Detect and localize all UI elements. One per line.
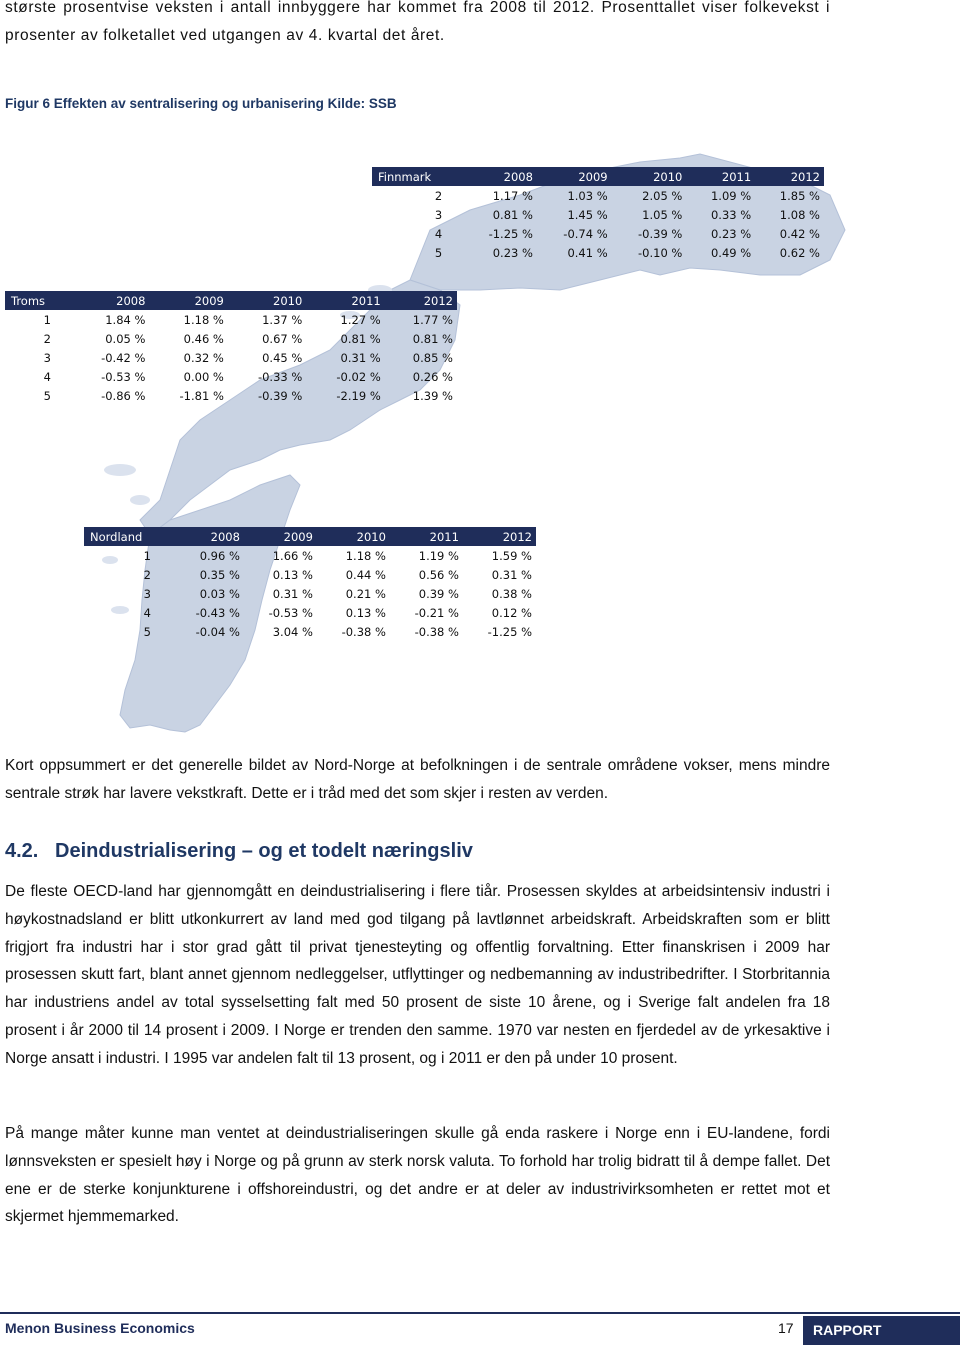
table-header-year: 2008 xyxy=(171,527,244,546)
table-cell: -0.38 % xyxy=(414,624,459,639)
finnmark-table xyxy=(372,167,824,262)
table-header-year: 2012 xyxy=(385,291,457,310)
table-header-year: 2010 xyxy=(612,167,687,186)
table-cell: 0.42 % xyxy=(779,226,820,241)
table-row xyxy=(84,584,536,603)
table-cell: -1.25 % xyxy=(487,624,532,639)
table-row xyxy=(372,186,824,205)
row-label: 4 xyxy=(143,605,151,620)
row-label: 2 xyxy=(143,567,151,582)
row-label: 5 xyxy=(434,245,443,260)
table-row xyxy=(5,348,457,367)
table-header-year: 2010 xyxy=(317,527,390,546)
table-cell: 1.39 % xyxy=(412,388,453,403)
table-cell: -0.43 % xyxy=(195,605,240,620)
row-label: 2 xyxy=(43,331,51,346)
table-header-year: 2011 xyxy=(390,527,463,546)
row-label: 5 xyxy=(43,388,51,403)
table-header-year: 2009 xyxy=(149,291,227,310)
table-cell: -0.42 % xyxy=(101,350,146,365)
row-label: 1 xyxy=(143,548,151,563)
troms-table xyxy=(5,291,457,405)
table-cell: 0.35 % xyxy=(199,567,240,582)
table-cell: -0.39 % xyxy=(257,388,303,403)
table-cell: -0.38 % xyxy=(341,624,386,639)
table-cell: 1.59 % xyxy=(491,548,532,563)
table-row xyxy=(5,310,457,329)
table-row xyxy=(372,243,824,262)
row-label: 1 xyxy=(43,312,51,327)
page-number: 17 xyxy=(778,1320,794,1336)
table-row xyxy=(84,622,536,641)
table-cell: -0.53 % xyxy=(101,369,146,384)
table-header-year: 2012 xyxy=(463,527,536,546)
table-row xyxy=(84,565,536,584)
table-row xyxy=(84,546,536,565)
table-cell: -0.21 % xyxy=(414,605,459,620)
table-cell: 1.03 % xyxy=(567,188,608,203)
table-cell: 1.27 % xyxy=(340,312,381,327)
table-cell: 0.39 % xyxy=(418,586,459,601)
table-cell: 0.31 % xyxy=(272,586,313,601)
table-cell: 0.33 % xyxy=(710,207,752,222)
table-cell: 0.81 % xyxy=(340,331,381,346)
table-cell: 0.45 % xyxy=(262,350,303,365)
table-cell: 1.18 % xyxy=(345,548,386,563)
table-cell: 2.05 % xyxy=(642,188,683,203)
table-cell: 0.23 % xyxy=(710,226,752,241)
table-cell: -0.33 % xyxy=(257,369,303,384)
nordland-table xyxy=(84,527,536,641)
row-label: 4 xyxy=(43,369,51,384)
table-row xyxy=(372,224,824,243)
table-header-year: 2011 xyxy=(686,167,755,186)
table-header-year: 2008 xyxy=(71,291,149,310)
table-cell: 0.49 % xyxy=(710,245,752,260)
table-header-region: Troms xyxy=(5,291,71,310)
table-cell: 1.19 % xyxy=(418,548,459,563)
table-cell: 0.31 % xyxy=(491,567,532,582)
table-cell: 1.18 % xyxy=(183,312,224,327)
table-header-year: 2011 xyxy=(306,291,384,310)
table-cell: -0.86 % xyxy=(101,388,146,403)
section-heading xyxy=(5,840,473,863)
table-cell: 0.62 % xyxy=(779,245,820,260)
table-row xyxy=(372,205,824,224)
table-cell: 0.13 % xyxy=(345,605,386,620)
row-label: 3 xyxy=(43,350,51,365)
intro-paragraph: største prosentvise veksten i antall innbyggere har kommet fra 2008 til 2012. Prosenttallet viser folkevekst i prosenter av folketallet ved utgangen av 4. kvartal det året. xyxy=(5,0,830,44)
table-row xyxy=(5,329,457,348)
table-row xyxy=(84,603,536,622)
report-badge: RAPPORT xyxy=(803,1316,960,1345)
table-row xyxy=(5,367,457,386)
table-cell: 0.56 % xyxy=(418,567,459,582)
table-row xyxy=(5,386,457,405)
footer-company: Menon Business Economics xyxy=(5,1320,195,1336)
table-cell: 0.81 % xyxy=(412,331,453,346)
table-cell: -0.02 % xyxy=(336,369,381,384)
row-label: 2 xyxy=(434,188,443,203)
table-cell: 3.04 % xyxy=(272,624,313,639)
row-label: 3 xyxy=(143,586,151,601)
table-cell: 0.23 % xyxy=(492,245,533,260)
section-number: 4.2. xyxy=(5,840,39,862)
table-cell: 0.05 % xyxy=(105,331,146,346)
table-cell: 1.08 % xyxy=(779,207,820,222)
body-paragraph-2: På mange måter kunne man ventet at deindustrialiseringen skulle gå enda raskere i Norge enn i EU-landene, fordi lønnsveksten er spesielt høy i Norge og på grunn av sterk norsk valuta. To forhold har trolig bidratt til å dempe fallet. Det ene er de sterke konjunkturene i offshoreindustri, og det andre er at deler av industrivirksomheten er rettet mot et skjermet hjemmemarked. xyxy=(5,1125,830,1226)
table-cell: 1.05 % xyxy=(642,207,683,222)
table-cell: 0.32 % xyxy=(183,350,224,365)
row-label: 5 xyxy=(143,624,151,639)
summary-paragraph: Kort oppsummert er det generelle bildet av Nord-Norge at befolkningen i de sentrale områdene vokser, mens mindre sentrale strøk har lavere vekstkraft. Dette er i tråd med det som skjer i resten av verden. xyxy=(5,757,830,802)
table-header-year: 2012 xyxy=(755,167,824,186)
table-cell: -1.81 % xyxy=(179,388,224,403)
table-cell: 0.26 % xyxy=(412,369,453,384)
table-cell: 0.21 % xyxy=(345,586,386,601)
table-cell: 0.44 % xyxy=(345,567,386,582)
row-label: 4 xyxy=(434,226,443,241)
table-cell: 0.31 % xyxy=(340,350,381,365)
body-paragraph-1: De fleste OECD-land har gjennomgått en deindustrialisering i flere tiår. Prosessen skyldes at arbeidsintensiv industri i høykostnadsland er blitt utkonkurrert av land med god tilgang på lavtlønnet arbeidskraft. Arbeidskraften som er blitt frigjort fra industri har i stor grad gått til privat tjenesteyting og offentlig forvaltning. Etter finanskrisen i 2009 har prosessen skutt fart, blant annet gjennom nedleggelser, utflyttinger og nedbemanning av industribedrifter. I Storbritannia har industriens andel av total sysselsetting falt med 50 prosent de siste 10 årene, og i Sverige falt andelen fra 18 prosent i år 2000 til 14 prosent i 2009. I Norge er trenden den samme. 1970 var nesten en fjerdedel av de yrkesaktive i Norge ansatt i industri. I 1995 var andelen falt til 13 prosent, og i 2011 er den på under 10 prosent. xyxy=(5,883,830,1067)
table-cell: -1.25 % xyxy=(488,226,533,241)
row-label: 3 xyxy=(434,207,443,222)
table-cell: 0.81 % xyxy=(492,207,533,222)
figure-caption: Figur 6 Effekten av sentralisering og urbanisering Kilde: SSB xyxy=(5,96,397,111)
table-cell: 0.03 % xyxy=(199,586,240,601)
table-cell: 1.45 % xyxy=(567,207,608,222)
table-cell: 0.96 % xyxy=(199,548,240,563)
table-cell: -0.04 % xyxy=(195,624,240,639)
footer-divider xyxy=(0,1312,960,1314)
section-title: Deindustrialisering – og et todelt næringsliv xyxy=(55,840,473,862)
table-header-year: 2010 xyxy=(228,291,306,310)
table-cell: 1.37 % xyxy=(262,312,303,327)
table-cell: 0.85 % xyxy=(412,350,453,365)
table-cell: 1.84 % xyxy=(105,312,146,327)
table-cell: 0.13 % xyxy=(272,567,313,582)
table-cell: 0.38 % xyxy=(491,586,532,601)
table-cell: 1.85 % xyxy=(779,188,820,203)
table-cell: -0.74 % xyxy=(563,226,608,241)
table-cell: 1.66 % xyxy=(272,548,313,563)
table-header-region: Finnmark xyxy=(372,167,462,186)
table-header-year: 2009 xyxy=(537,167,612,186)
table-cell: -0.10 % xyxy=(638,245,683,260)
table-cell: 0.67 % xyxy=(262,331,303,346)
table-cell: 0.00 % xyxy=(183,369,224,384)
table-header-year: 2008 xyxy=(462,167,537,186)
table-cell: 0.46 % xyxy=(183,331,224,346)
table-cell: -2.19 % xyxy=(336,388,381,403)
table-cell: -0.39 % xyxy=(638,226,683,241)
table-cell: 1.77 % xyxy=(412,312,453,327)
table-cell: 0.41 % xyxy=(567,245,608,260)
table-cell: 1.09 % xyxy=(710,188,752,203)
table-cell: 0.12 % xyxy=(491,605,532,620)
table-cell: 1.17 % xyxy=(492,188,533,203)
table-cell: -0.53 % xyxy=(268,605,313,620)
table-header-year: 2009 xyxy=(244,527,317,546)
table-header-region: Nordland xyxy=(84,527,171,546)
